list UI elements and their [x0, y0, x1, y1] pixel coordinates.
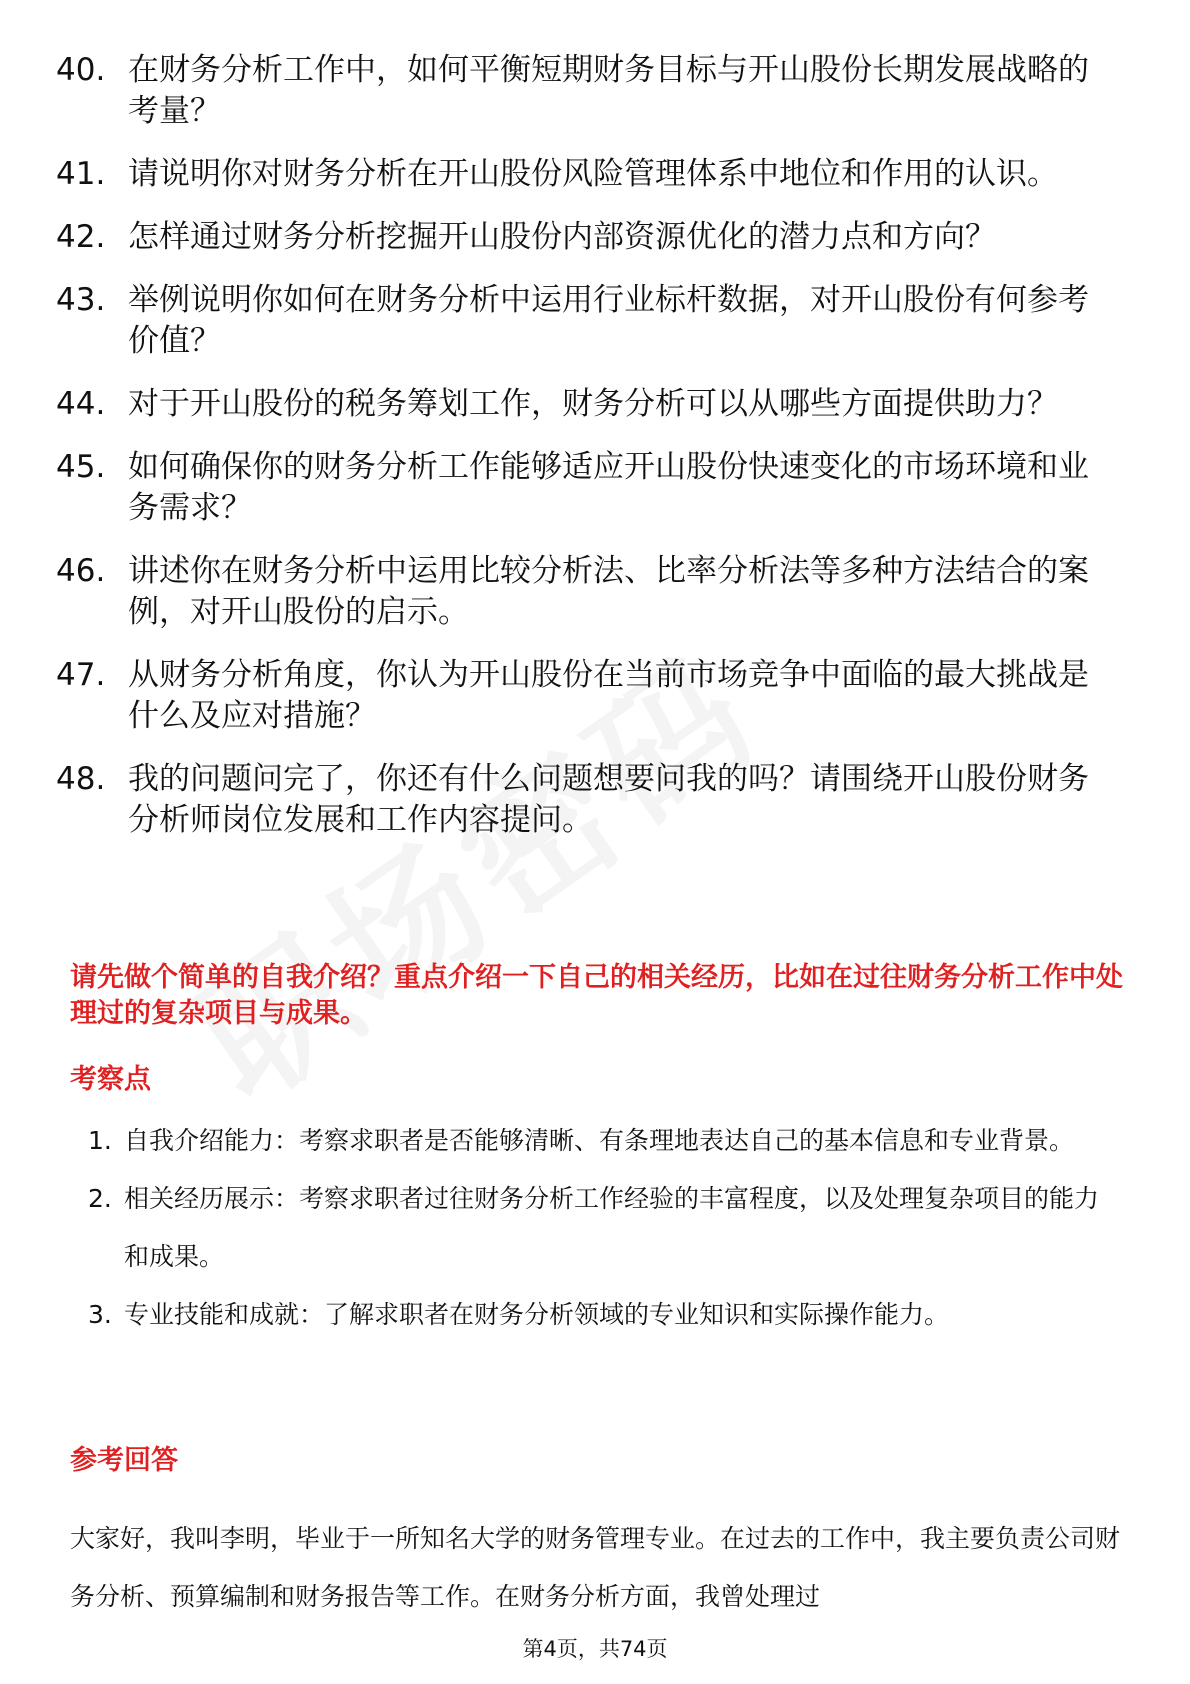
list-item: [56, 384, 1116, 425]
list-item: [56, 280, 1116, 362]
intro-question: 请先做个简单的自我介绍？重点介绍一下自己的相关经历，比如在过往财务分析工作中处理过的复杂项目与成果。: [70, 962, 1123, 1029]
list-item: [56, 50, 1116, 132]
question-text: 怎样通过财务分析挖掘开山股份内部资源优化的潜力点和方向？: [128, 219, 996, 255]
list-item: [88, 1112, 1118, 1170]
focus-number: 2.: [88, 1184, 112, 1213]
answer-paragraph: 大家好，我叫李明，毕业于一所知名大学的财务管理专业。在过去的工作中，我主要负责公司财务分析、预算编制和财务报告等工作。在财务分析方面，我曾处理过: [70, 1524, 1121, 1611]
question-number: 46.: [56, 553, 106, 589]
question-text: 我的问题问完了，你还有什么问题想要问我的吗？请围绕开山股份财务分析师岗位发展和工作内容提问。: [128, 761, 1089, 838]
answer-heading: 参考回答: [70, 1445, 178, 1476]
question-number: 48.: [56, 761, 106, 797]
list-item: [56, 759, 1116, 841]
list-item: [56, 551, 1116, 633]
list-item: [56, 447, 1116, 529]
question-list: [56, 50, 1116, 863]
question-number: 44.: [56, 386, 106, 422]
question-number: 40.: [56, 52, 106, 88]
page-footer: 第4页，共74页: [522, 1637, 668, 1661]
question-text: 在财务分析工作中，如何平衡短期财务目标与开山股份长期发展战略的考量？: [128, 52, 1089, 129]
list-item: [56, 655, 1116, 737]
list-item: [88, 1286, 1118, 1344]
list-item: [56, 154, 1116, 195]
focus-text: 相关经历展示：考察求职者过往财务分析工作经验的丰富程度，以及处理复杂项目的能力和成果。: [124, 1184, 1100, 1271]
focus-number: 3.: [88, 1300, 112, 1329]
list-item: [56, 217, 1116, 258]
question-number: 42.: [56, 219, 106, 255]
focus-text: 自我介绍能力：考察求职者是否能够清晰、有条理地表达自己的基本信息和专业背景。: [124, 1126, 1075, 1155]
question-number: 41.: [56, 156, 106, 192]
question-text: 举例说明你如何在财务分析中运用行业标杆数据，对开山股份有何参考价值？: [128, 282, 1089, 359]
focus-text: 专业技能和成就：了解求职者在财务分析领域的专业知识和实际操作能力。: [124, 1300, 950, 1329]
focus-heading: 考察点: [70, 1064, 151, 1095]
focus-list: [88, 1112, 1118, 1344]
question-text: 如何确保你的财务分析工作能够适应开山股份快速变化的市场环境和业务需求？: [128, 449, 1089, 526]
question-text: 从财务分析角度，你认为开山股份在当前市场竞争中面临的最大挑战是什么及应对措施？: [128, 657, 1089, 734]
question-text: 请说明你对财务分析在开山股份风险管理体系中地位和作用的认识。: [128, 156, 1058, 192]
question-number: 45.: [56, 449, 106, 485]
focus-number: 1.: [88, 1126, 112, 1155]
list-item: [88, 1170, 1118, 1286]
question-text: 讲述你在财务分析中运用比较分析法、比率分析法等多种方法结合的案例，对开山股份的启示。: [128, 553, 1089, 630]
question-number: 47.: [56, 657, 106, 693]
question-number: 43.: [56, 282, 106, 318]
question-text: 对于开山股份的税务筹划工作，财务分析可以从哪些方面提供助力？: [128, 386, 1058, 422]
